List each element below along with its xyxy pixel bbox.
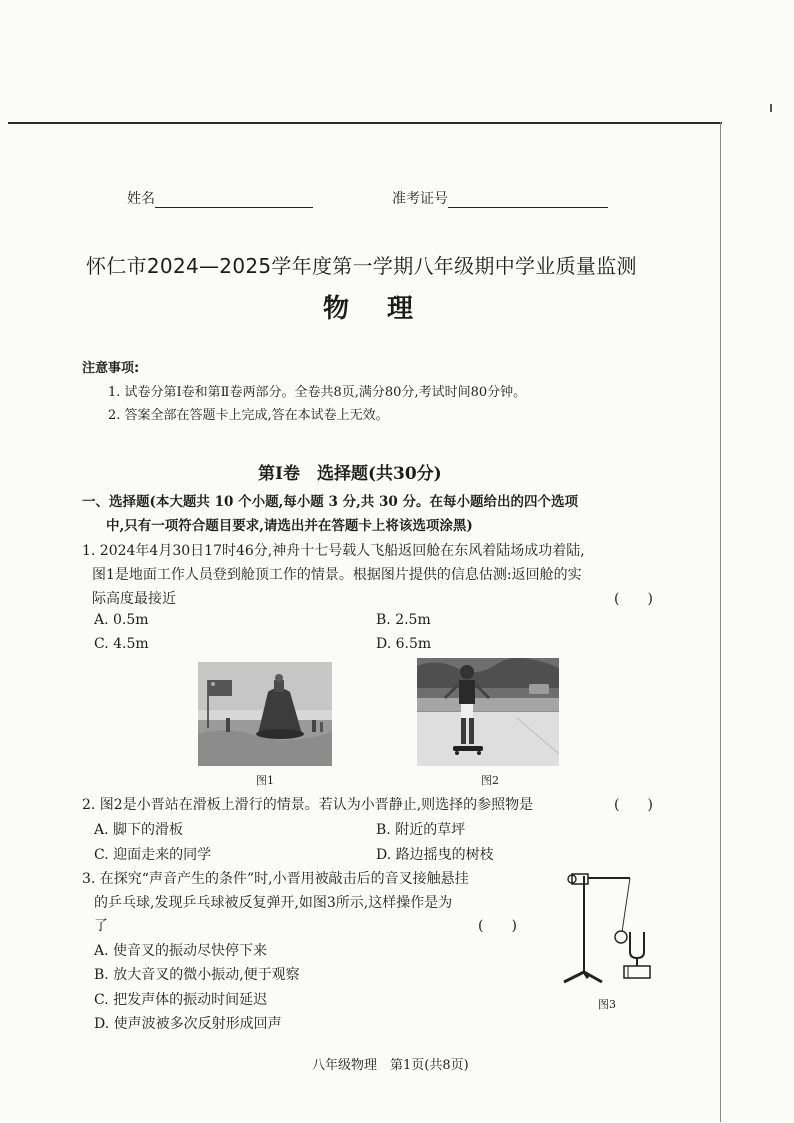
notes-heading: 注意事项:	[82, 361, 140, 376]
q3-line-1: 3. 在探究“声音产生的条件”时,小晋用被敲击后的音叉接触悬挂	[82, 871, 469, 887]
capsule-landing-image	[198, 662, 332, 766]
q3-line-2: 的乒乓球,发现乒乓球被反复弹开,如图3所示,这样操作是为	[94, 895, 453, 911]
q2-answer-paren: ( )	[614, 797, 653, 813]
q2-option-c: C. 迎面走来的同学	[94, 847, 212, 863]
exam-id-underline	[448, 193, 608, 208]
q1-option-a: A. 0.5m	[94, 612, 149, 628]
subject-title: 物 理	[323, 294, 420, 324]
figure-2-caption: 图2	[481, 774, 499, 787]
name-field	[127, 188, 313, 208]
exam-id-field	[392, 188, 608, 208]
q3-option-c: C. 把发声体的振动时间延迟	[94, 992, 268, 1008]
q1-option-b: B. 2.5m	[376, 612, 431, 628]
q1-answer-paren: ( )	[614, 591, 653, 607]
q3-option-a: A. 使音叉的振动尽快停下来	[94, 943, 268, 959]
name-label: 姓名	[127, 191, 155, 207]
exam-id-label: 准考证号	[392, 191, 448, 207]
q3-line-3: 了	[94, 918, 108, 934]
figure-2-photo	[417, 658, 559, 766]
exam-title: 怀仁市2024—2025学年度第一学期八年级期中学业质量监测	[86, 254, 637, 278]
figure-1-caption: 图1	[256, 774, 274, 787]
page-footer: 八年级物理 第1页(共8页)	[312, 1058, 469, 1073]
section-instruction-line1: 一、选择题(本大题共 10 个小题,每小题 3 分,共 30 分。在每小题给出的四个选项	[82, 494, 578, 510]
q2-option-d: D. 路边摇曳的树枝	[376, 847, 494, 863]
q3-answer-paren: ( )	[478, 918, 517, 934]
scan-mark	[770, 104, 772, 112]
q1-option-c: C. 4.5m	[94, 636, 149, 652]
figure-3-diagram	[558, 866, 658, 990]
q1-line-3: 际高度最接近	[92, 591, 176, 607]
q1-line-1: 1. 2024年4月30日17时46分,神舟十七号载人飞船返回舱在东风着陆场成功着陆,	[82, 543, 585, 559]
page-right-border	[720, 122, 721, 1122]
figure-1-photo	[198, 662, 332, 766]
q2-option-b: B. 附近的草坪	[376, 822, 466, 838]
note-item-1: 1. 试卷分第Ⅰ卷和第Ⅱ卷两部分。全卷共8页,满分80分,考试时间80分钟。	[108, 385, 527, 400]
section-instruction-line2: 中,只有一项符合题目要求,请选出并在答题卡上将该选项涂黑)	[106, 518, 473, 534]
q1-line-2: 图1是地面工作人员登到舱顶工作的情景。根据图片提供的信息估测:返回舱的实	[92, 567, 582, 583]
section-title: 第Ⅰ卷 选择题(共30分)	[258, 464, 442, 484]
q3-option-d: D. 使声波被多次反射形成回声	[94, 1016, 282, 1032]
name-underline	[155, 193, 313, 208]
q1-option-d: D. 6.5m	[376, 636, 432, 652]
skateboarder-image	[417, 658, 559, 766]
page-top-border	[8, 122, 722, 124]
note-item-2: 2. 答案全部在答题卡上完成,答在本试卷上无效。	[108, 408, 389, 423]
q3-option-b: B. 放大音叉的微小振动,便于观察	[94, 967, 300, 983]
figure-3-caption: 图3	[598, 998, 616, 1011]
q2-option-a: A. 脚下的滑板	[94, 822, 184, 838]
tuning-fork-apparatus-image	[558, 866, 658, 990]
q2-line-1: 2. 图2是小晋站在滑板上滑行的情景。若认为小晋静止,则选择的参照物是	[82, 797, 534, 813]
